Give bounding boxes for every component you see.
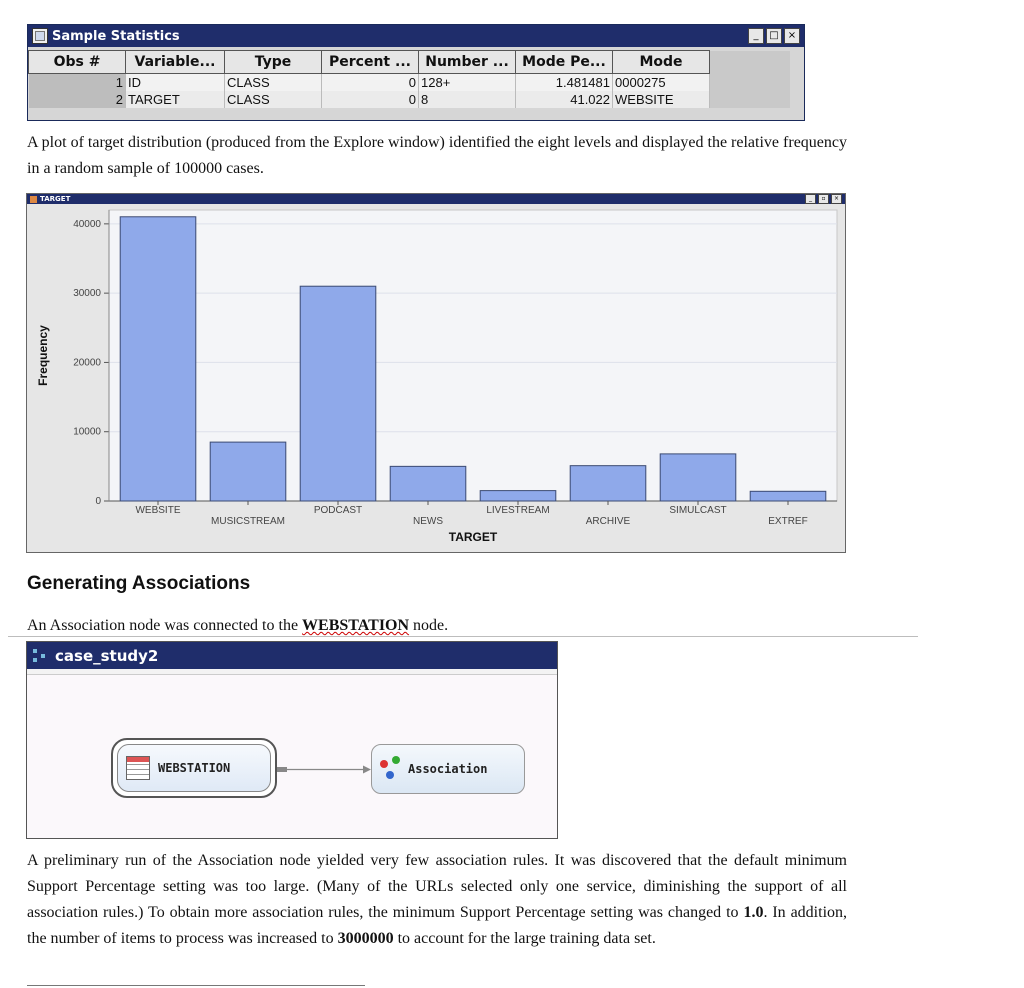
footnote-divider xyxy=(27,985,365,986)
cell-obs: 2 xyxy=(29,91,126,108)
bar-chart xyxy=(27,204,845,552)
diagram-icon xyxy=(33,649,49,663)
table-row[interactable] xyxy=(29,91,791,108)
close-button[interactable]: × xyxy=(831,194,842,204)
y-tick-label: 30000 xyxy=(73,288,101,300)
stats-titlebar xyxy=(28,25,804,47)
y-tick-label: 40000 xyxy=(73,218,101,230)
cell-type: CLASS xyxy=(225,74,322,92)
y-tick-label: 20000 xyxy=(73,357,101,369)
column-header-variable[interactable]: Variable... xyxy=(126,51,225,74)
chart-window-title: TARGET xyxy=(40,195,71,203)
p3-bold-support: 1.0 xyxy=(743,904,764,921)
bar-musicstream xyxy=(210,442,286,501)
y-axis-label: Frequency xyxy=(36,325,50,386)
column-header-number[interactable]: Number ... xyxy=(419,51,516,74)
diagram-titlebar xyxy=(27,642,557,669)
column-header-mode-pct[interactable]: Mode Pe... xyxy=(516,51,613,74)
association-node-label: Association xyxy=(408,762,488,776)
cell-number: 128+ xyxy=(419,74,516,92)
diagram-window xyxy=(26,641,558,839)
cell-mode-pct: 1.481481 xyxy=(516,74,613,92)
x-tick-label: MUSICSTREAM xyxy=(211,516,285,527)
p3-text-2: . In addition, the number of items to process was increased to xyxy=(27,904,848,947)
p2-text-after: node. xyxy=(409,617,449,634)
cell-variable: ID xyxy=(126,74,225,92)
cell-variable: TARGET xyxy=(126,91,225,108)
cell-obs: 1 xyxy=(29,74,126,92)
data-table-icon xyxy=(126,756,150,780)
stats-table xyxy=(28,50,790,108)
stats-window-controls xyxy=(748,28,800,44)
paragraph-target-distribution: A plot of target distribution (produced from the Explore window) identified the eight levels and displayed the relative frequency in a random sample of 100000 cases. xyxy=(27,134,847,177)
x-tick-label: NEWS xyxy=(413,516,443,527)
diagram-connection-arrow xyxy=(277,764,373,776)
y-tick-label: 10000 xyxy=(73,426,101,438)
section-heading: Generating Associations xyxy=(27,573,251,594)
bar-simulcast xyxy=(660,454,736,501)
statistics-icon xyxy=(32,28,48,44)
cell-mode: 0000275 xyxy=(613,74,710,92)
webstation-node[interactable] xyxy=(111,738,277,798)
stats-window-title: Sample Statistics xyxy=(52,28,180,44)
cell-mode: WEBSITE xyxy=(613,91,710,108)
table-filler xyxy=(710,74,791,92)
bar-podcast xyxy=(300,286,376,501)
x-axis-label: TARGET xyxy=(448,530,498,544)
sample-statistics-window xyxy=(27,24,805,121)
bar-website xyxy=(120,217,196,501)
maximize-button[interactable]: □ xyxy=(766,28,782,44)
column-header-type[interactable]: Type xyxy=(225,51,322,74)
cell-percent: 0 xyxy=(322,74,419,92)
chart-titlebar xyxy=(27,194,845,204)
webstation-node-label: WEBSTATION xyxy=(158,761,231,775)
p3-text-3: to account for the large training data set. xyxy=(393,930,656,947)
cell-percent: 0 xyxy=(322,91,419,108)
y-tick-label: 0 xyxy=(95,496,101,507)
close-button[interactable]: × xyxy=(784,28,800,44)
p3-bold-items: 3000000 xyxy=(337,930,394,947)
x-tick-label: LIVESTREAM xyxy=(486,505,550,516)
p2-bold-webstation: WEBSTATION xyxy=(302,617,410,634)
bar-extref xyxy=(750,491,826,501)
x-tick-label: SIMULCAST xyxy=(669,505,727,516)
table-filler xyxy=(710,51,791,74)
p3-text-1: A preliminary run of the Association node yielded very few association rules. It was discovered that the default minimum Support Percentage setting was too large. (Many of the URLs selected only one service, diminishing the support of all association rules.) To obtain more association rules, the minimum Support Percentage setting was changed to xyxy=(27,852,847,921)
restore-button[interactable]: ▫ xyxy=(818,194,829,204)
minimize-button[interactable]: _ xyxy=(748,28,764,44)
divider xyxy=(8,636,918,637)
chart-window-controls xyxy=(805,194,842,204)
stats-header-row xyxy=(29,51,791,74)
chart-window-icon xyxy=(30,196,37,203)
diagram-window-title: case_study2 xyxy=(55,646,159,665)
paragraph-preliminary-run xyxy=(27,848,847,952)
webstation-node-body xyxy=(117,744,271,792)
association-icon xyxy=(378,756,404,782)
bar-news xyxy=(390,466,466,501)
column-header-percent[interactable]: Percent ... xyxy=(322,51,419,74)
p2-text-before: An Association node was connected to the xyxy=(27,617,303,634)
cell-type: CLASS xyxy=(225,91,322,108)
cell-mode-pct: 41.022 xyxy=(516,91,613,108)
x-tick-label: EXTREF xyxy=(768,516,808,527)
x-tick-label: WEBSITE xyxy=(135,505,181,516)
target-chart-window xyxy=(26,193,846,553)
cell-number: 8 xyxy=(419,91,516,108)
bar-livestream xyxy=(480,491,556,501)
bar-archive xyxy=(570,466,646,501)
x-tick-label: ARCHIVE xyxy=(585,516,631,527)
column-header-obs[interactable]: Obs # xyxy=(29,51,126,74)
table-row[interactable] xyxy=(29,74,791,92)
column-header-mode[interactable]: Mode xyxy=(613,51,710,74)
table-filler xyxy=(710,91,791,108)
diagram-toolstrip xyxy=(27,669,557,675)
minimize-button[interactable]: _ xyxy=(805,194,816,204)
x-tick-label: PODCAST xyxy=(313,505,363,516)
association-node[interactable] xyxy=(371,744,525,794)
